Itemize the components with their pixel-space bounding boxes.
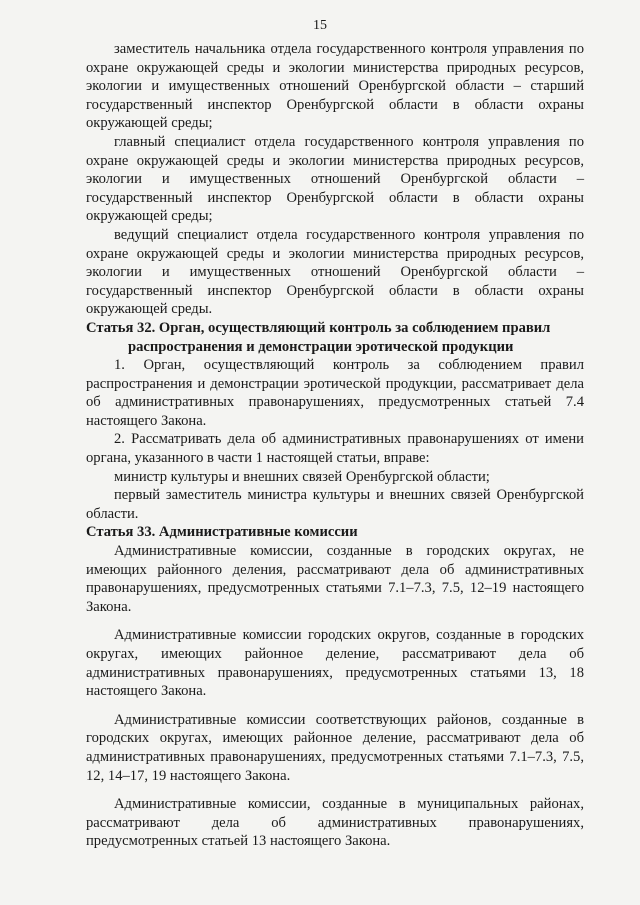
paragraph: главный специалист отдела государственного контроля управления по охране окружающей среды и экологии министерства природных ресурсов, экологии и имущественных отношений Оренбургской области – государственный инспектор Оренбургской области в области охраны окружающей среды;: [86, 133, 584, 225]
paragraph: Административные комиссии городских округов, созданные в городских округах, имеющих районное деление, рассматривают дела об административных правонарушениях, предусмотренных статьями 13, 18 настоящего Закона.: [86, 627, 584, 700]
paragraph: Административные комиссии, созданные в городских округах, не имеющих районного деления, рассматривают дела об административных правонарушениях, предусмотренных статьями 7.1–7.3, 7.5, 12–19 настоящего Закона.: [86, 543, 584, 615]
paragraph: ведущий специалист отдела государственного контроля управления по охране окружающей среды и экологии министерства природных ресурсов, экологии и имущественных отношений Оренбургской области – государственный инспектор Оренбургской области в области охраны окружающей среды.: [86, 226, 584, 318]
paragraph: заместитель начальника отдела государственного контроля управления по охране окружающей среды и экологии министерства природных ресурсов, экологии и имущественных отношений Оренбургской области – старший государственный инспектор Оренбургской области в области охраны окружающей среды;: [86, 41, 584, 132]
page-number: 15: [313, 18, 327, 33]
article-32-heading: Статья 32. Орган, осуществляющий контроль за соблюдением правил распространения и демонстрации эротической продукции: [86, 319, 551, 355]
paragraph: 2. Рассматривать дела об административных правонарушениях от имени органа, указанного в части 1 настоящей статьи, вправе:: [86, 431, 584, 467]
paragraph: министр культуры и внешних связей Оренбургской области;: [114, 468, 490, 485]
article-33-heading: Статья 33. Административные комиссии: [86, 524, 358, 541]
paragraph: Административные комиссии, созданные в муниципальных районах, рассматривают дела об административных правонарушениях, предусмотренных статьей 13 настоящего Закона.: [86, 796, 584, 850]
paragraph: Административные комиссии соответствующих районов, созданные в городских округах, имеющих районное деление, рассматривают дела об административных правонарушениях, предусмотренных статьями 7.1–7.3, 7.5, 12, 14–17, 19 настоящего Закона.: [86, 711, 584, 784]
document-body: [86, 40, 584, 851]
paragraph: 1. Орган, осуществляющий контроль за соблюдением правил распространения и демонстрации эротической продукции, рассматривает дела об административных правонарушениях, предусмотренных статьей 7.4 настоящего Закона.: [86, 357, 584, 429]
paragraph: первый заместитель министра культуры и внешних связей Оренбургской области.: [86, 487, 584, 522]
